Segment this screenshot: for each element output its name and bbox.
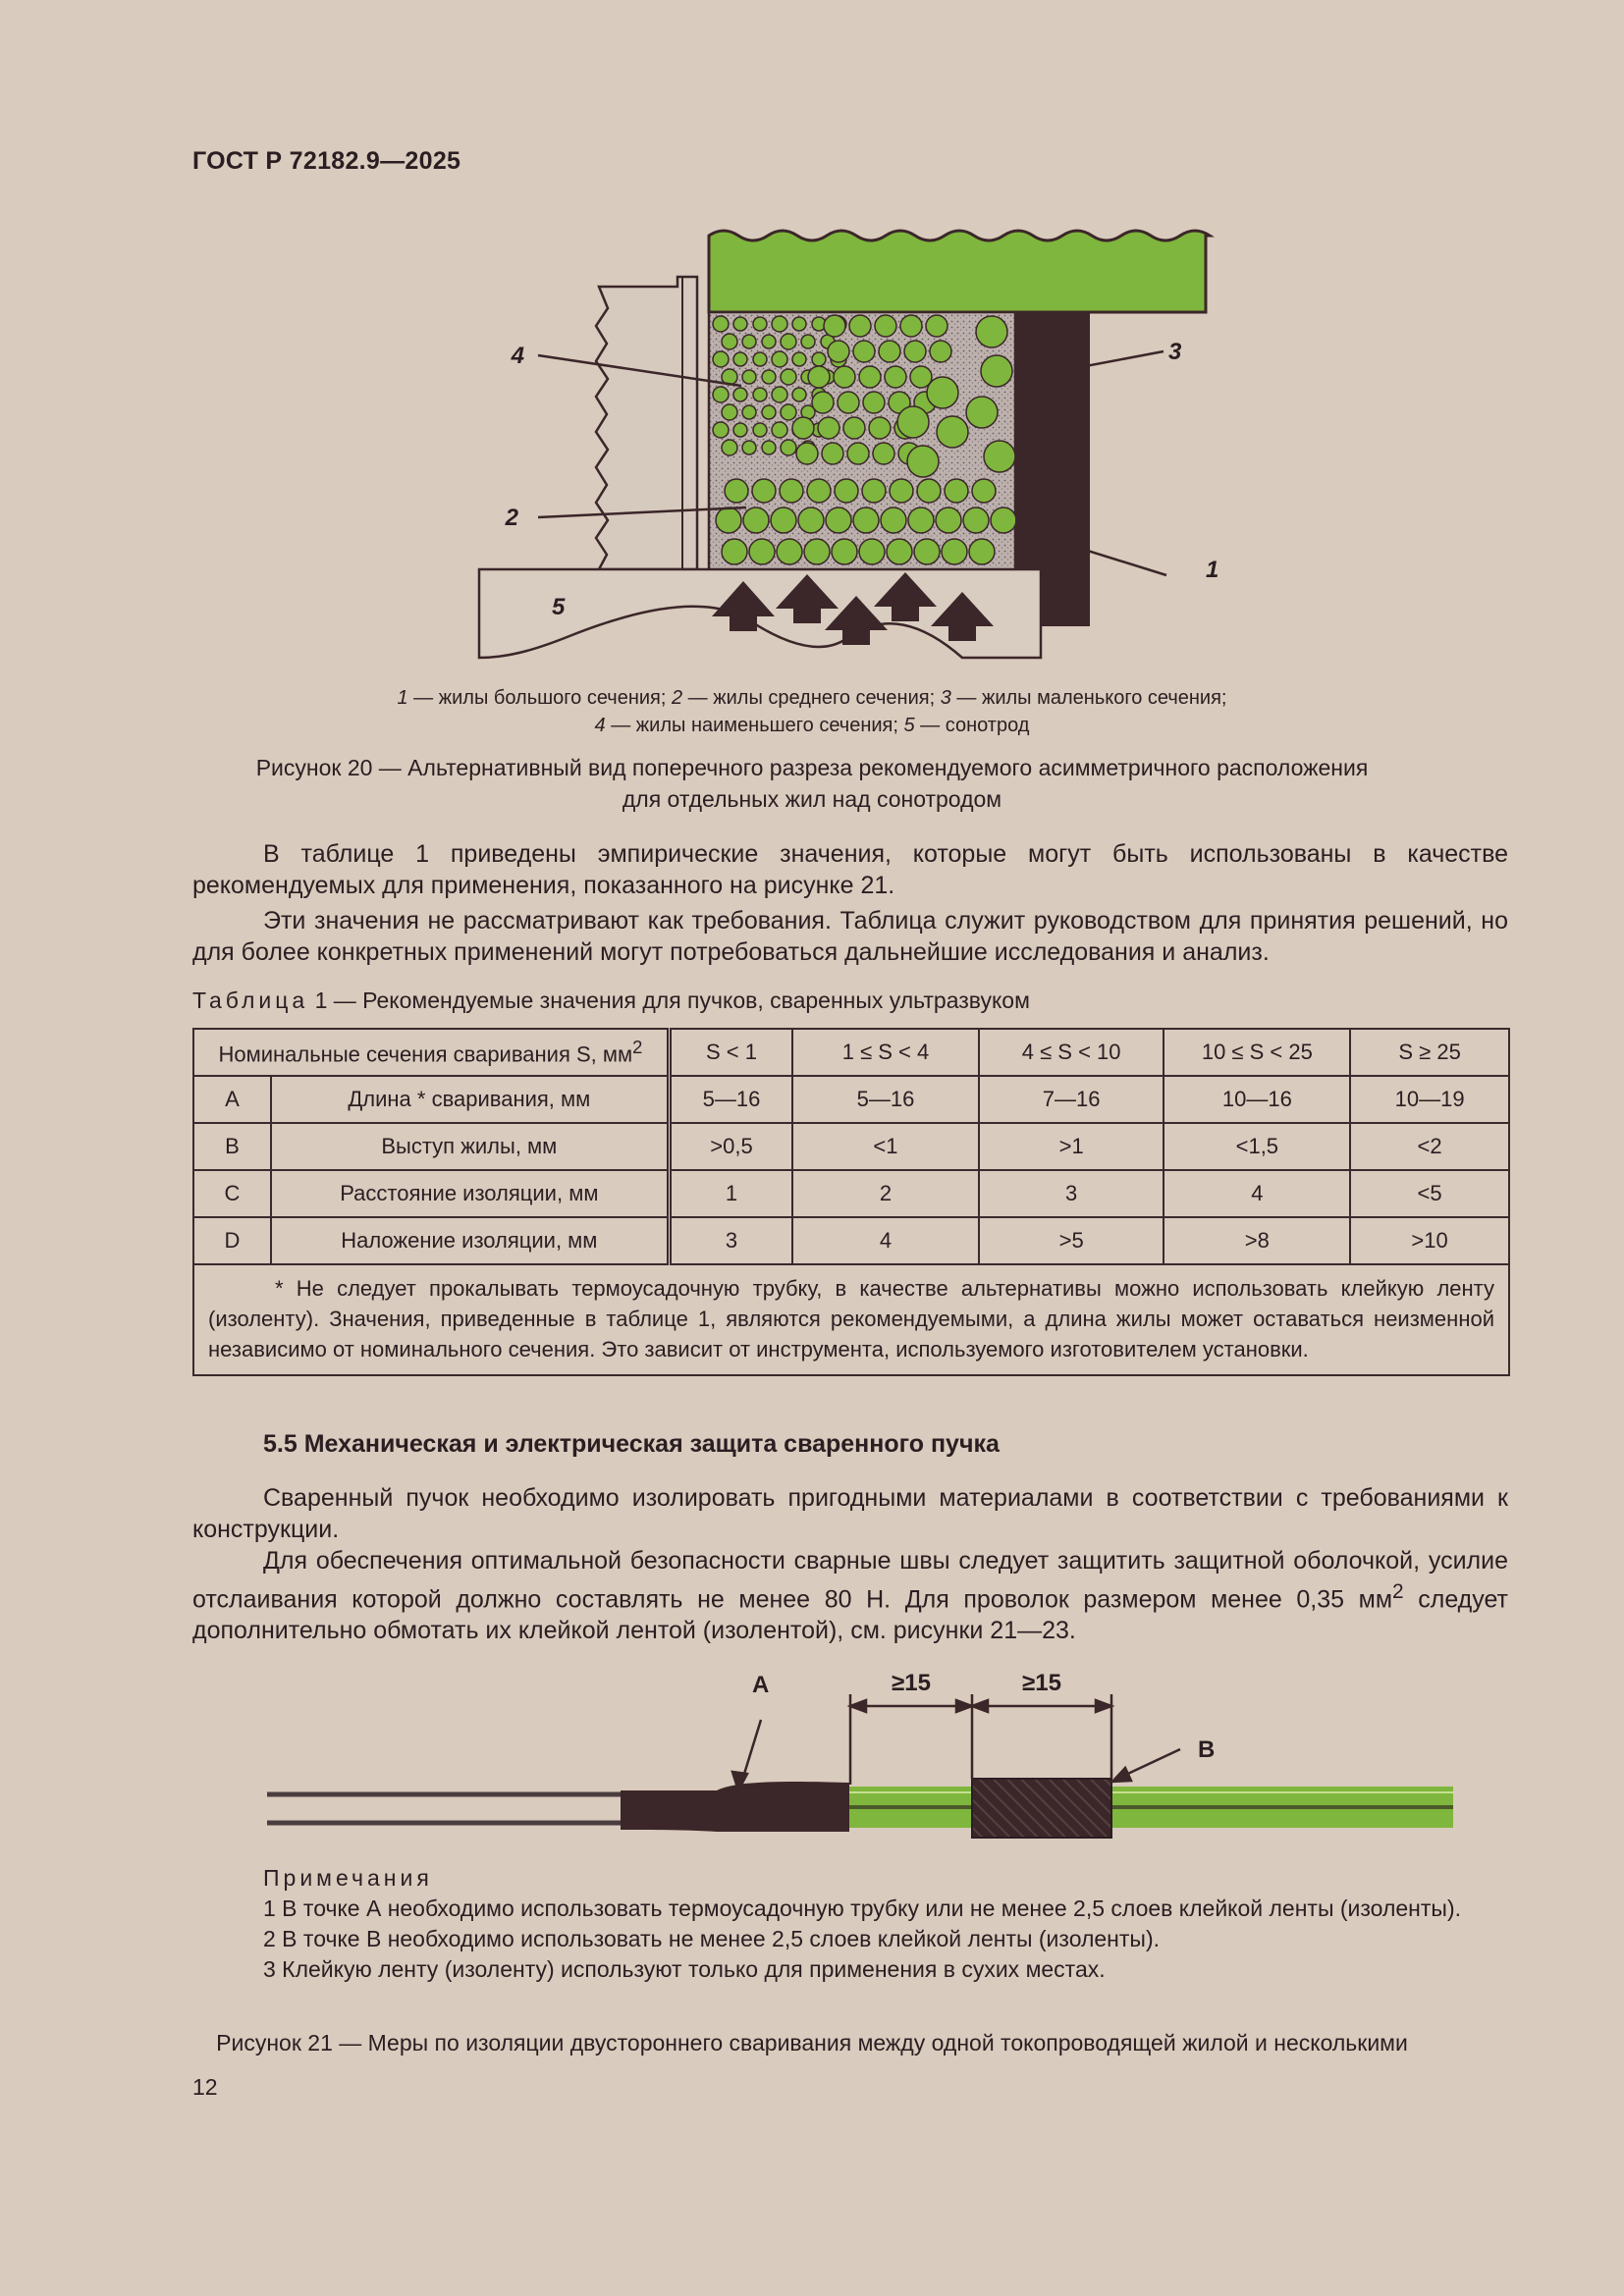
wire-medium — [722, 539, 747, 564]
wire-medium — [890, 479, 913, 503]
wire-medium — [991, 507, 1016, 533]
wire-medium — [771, 507, 796, 533]
figure-21-caption: Рисунок 21 — Меры по изоляции двустороннего сваривания между одной токопроводящей жилой и несколькими — [216, 2030, 1408, 2056]
wire-large — [937, 416, 968, 448]
wire-small — [859, 366, 881, 388]
figure-21-notes — [192, 1863, 1508, 1985]
wire-smallest — [792, 352, 806, 366]
table-cell: 3 — [669, 1217, 792, 1264]
wire-medium — [725, 479, 748, 503]
wire-smallest — [733, 388, 747, 401]
wire-small — [838, 392, 859, 413]
wire-smallest — [753, 423, 767, 437]
table-cell: <5 — [1350, 1170, 1509, 1217]
table-cell: >5 — [979, 1217, 1164, 1264]
wire-medium — [780, 479, 803, 503]
wire-smallest — [781, 404, 796, 420]
wire-small — [847, 443, 869, 464]
label-a: A — [752, 1672, 770, 1698]
wire-smallest — [713, 422, 729, 438]
wire-medium — [743, 507, 769, 533]
wire-smallest — [762, 370, 776, 384]
legend-num: 1 — [397, 687, 408, 709]
paragraph-table-intro: В таблице 1 приведены эмпирические значения, которые могут быть использованы в качестве рекомендуемых для применения, показанного на рисунке 21. — [192, 840, 1508, 899]
legend-num: 2 — [671, 687, 683, 709]
wire-medium — [835, 479, 858, 503]
wire-medium — [716, 507, 741, 533]
table-cell: 3 — [979, 1170, 1164, 1217]
wire-small — [843, 417, 865, 439]
note-item: 1 В точке А необходимо использовать термоусадочную трубку или не менее 2,5 слоев клейкой ленты (изоленты). — [263, 1896, 1461, 1921]
document-header: ГОСТ Р 72182.9—2025 — [192, 147, 461, 175]
wire-smallest — [792, 317, 806, 331]
legend-num: 3 — [940, 687, 951, 709]
wire-smallest — [742, 441, 756, 454]
arrowhead-icon — [1096, 1700, 1111, 1712]
wire-smallest — [762, 405, 776, 419]
wire-small — [900, 315, 922, 337]
wire-small — [792, 417, 814, 439]
wire-small — [796, 443, 818, 464]
wire-smallest — [753, 317, 767, 331]
table-cell: <1,5 — [1164, 1123, 1350, 1170]
table-cell: >8 — [1164, 1217, 1350, 1264]
wire-smallest — [733, 423, 747, 437]
dimension-1: ≥15 — [892, 1670, 931, 1696]
wire-smallest — [722, 440, 737, 455]
wire-smallest — [792, 388, 806, 401]
wire-small — [828, 341, 849, 362]
table-header-cell: S < 1 — [669, 1029, 792, 1076]
table-footnote: * Не следует прокалывать термоусадочную трубку, в качестве альтернативы можно использовать клейкую ленту (изоленту). Значения, приведенные в таблице 1, являются рекомендуемыми, а длина жилы может оставаться неизменной независимо от номинального сечения. Это зависит от инструмента, используемого изготовителем установки. — [193, 1264, 1509, 1375]
row-code: A — [193, 1076, 271, 1123]
wire-medium — [887, 539, 912, 564]
row-name: Расстояние изоляции, мм — [271, 1170, 669, 1217]
wire-smallest — [772, 387, 787, 402]
dimension-2: ≥15 — [1022, 1670, 1061, 1696]
figure-21-diagram — [255, 1659, 1453, 1855]
callout-2: 2 — [505, 505, 518, 531]
wire-smallest — [722, 334, 737, 349]
table-header-cell: 1 ≤ S < 4 — [792, 1029, 979, 1076]
paragraph-table-guidance: Эти значения не рассматривают как требования. Таблица служит руководством для принятия решений, но для более конкретных применений могут потребоваться дальнейшие исследования и анализ. — [192, 907, 1508, 966]
wire-smallest — [781, 369, 796, 385]
wire-large — [981, 355, 1012, 387]
wire-medium — [942, 539, 967, 564]
table-cell: 10—16 — [1164, 1076, 1350, 1123]
callout-3: 3 — [1168, 339, 1182, 365]
section-paragraph-2: Для обеспечения оптимальной безопасности сварные швы следует защитить защитной оболочкой, усилие отслаивания которой должно составлять не менее 80 Н. Для проволок размером менее 0,35 $мм^2$ следует дополнительно обмотать их клейкой лентой (изолентой), см. рисунки 21—23. — [192, 1547, 1509, 1645]
table-cell: 4 — [792, 1217, 979, 1264]
wire-small — [853, 341, 875, 362]
wire-medium — [914, 539, 940, 564]
wire-small — [812, 392, 834, 413]
figure-20-caption — [0, 752, 1624, 815]
legend-text: — жилы большого сечения; — [407, 687, 672, 709]
wire-medium — [908, 507, 934, 533]
wire-small — [885, 366, 906, 388]
wire-medium — [859, 539, 885, 564]
caption-line: для отдельных жил над сонотродом — [622, 786, 1002, 812]
legend-text: — жилы наименьшего сечения; — [605, 715, 904, 736]
label-b: B — [1198, 1736, 1216, 1763]
wire-medium — [972, 479, 996, 503]
arrowhead-icon — [972, 1700, 988, 1712]
note-item: 3 Клейкую ленту (изоленту) используют только для применения в сухих местах. — [263, 1956, 1106, 1982]
row-code: D — [193, 1217, 271, 1264]
wire-small — [930, 341, 951, 362]
legend-text: — жилы среднего сечения; — [682, 687, 941, 709]
arrowhead-icon — [1112, 1768, 1131, 1782]
table-row — [193, 1076, 1509, 1123]
table-title-text: 1 — Рекомендуемые значения для пучков, сваренных ультразвуком — [308, 988, 1030, 1013]
callout-5: 5 — [552, 594, 566, 620]
table-cell: <2 — [1350, 1123, 1509, 1170]
wire-smallest — [781, 334, 796, 349]
callout-4: 4 — [511, 343, 524, 369]
table-cell: 5—16 — [792, 1076, 979, 1123]
wire-smallest — [753, 352, 767, 366]
wire-smallest — [733, 352, 747, 366]
wire-small — [824, 315, 845, 337]
heat-shrink-tube — [621, 1782, 849, 1832]
table-title-prefix: Таблица — [192, 988, 309, 1013]
wire-medium — [804, 539, 830, 564]
anvil-top — [709, 231, 1210, 312]
wire-smallest — [801, 335, 815, 348]
table-cell: 7—16 — [979, 1076, 1164, 1123]
wire-smallest — [772, 316, 787, 332]
wire-large — [897, 406, 929, 438]
wire-smallest — [722, 404, 737, 420]
wire-smallest — [733, 317, 747, 331]
table-row — [193, 1217, 1509, 1264]
wire-smallest — [772, 422, 787, 438]
tape-wrap — [972, 1779, 1111, 1838]
wire-medium — [945, 479, 968, 503]
table-cell: 2 — [792, 1170, 979, 1217]
wire-small — [879, 341, 900, 362]
row-name: Длина * сваривания, мм — [271, 1076, 669, 1123]
section-paragraph-1: Сваренный пучок необходимо изолировать пригодными материалами в соответствии с требованиями к конструкции. — [192, 1484, 1508, 1543]
wire-smallest — [812, 352, 826, 366]
arrowhead-icon — [850, 1700, 866, 1712]
wire-medium — [936, 507, 961, 533]
wire-smallest — [742, 405, 756, 419]
wire-small — [808, 366, 830, 388]
table-cell: 1 — [669, 1170, 792, 1217]
note-item: 2 В точке В необходимо использовать не менее 2,5 слоев клейкой ленты (изоленты). — [263, 1926, 1161, 1951]
wire-smallest — [742, 335, 756, 348]
table-1 — [192, 1028, 1510, 1376]
wire-medium — [969, 539, 995, 564]
row-code: B — [193, 1123, 271, 1170]
wire-large — [927, 377, 958, 408]
table-row — [193, 1123, 1509, 1170]
table-footnote-row — [193, 1264, 1509, 1375]
table-cell: >0,5 — [669, 1123, 792, 1170]
wire-medium — [862, 479, 886, 503]
wire-large — [907, 446, 939, 477]
notes-title: Примечания — [263, 1865, 433, 1891]
wire-medium — [826, 507, 851, 533]
section-heading: 5.5 Механическая и электрическая защита сваренного пучка — [263, 1430, 1000, 1458]
wire-smallest — [753, 388, 767, 401]
wire-smallest — [742, 370, 756, 384]
row-name: Выступ жилы, мм — [271, 1123, 669, 1170]
wire-smallest — [713, 316, 729, 332]
wire-medium — [917, 479, 941, 503]
table-row — [193, 1170, 1509, 1217]
figure-20-cross-section — [461, 226, 1247, 667]
callout-1: 1 — [1206, 557, 1219, 583]
wire-small — [863, 392, 885, 413]
wire-medium — [881, 507, 906, 533]
legend-text: — жилы маленького сечения; — [950, 687, 1227, 709]
wire-smallest — [762, 441, 776, 454]
table-cell: >10 — [1350, 1217, 1509, 1264]
table-header-row — [193, 1029, 1509, 1076]
table-header-cell: 10 ≤ S < 25 — [1164, 1029, 1350, 1076]
wire-small — [926, 315, 947, 337]
table-cell: 10—19 — [1350, 1076, 1509, 1123]
wire-medium — [752, 479, 776, 503]
page-number: 12 — [192, 2074, 218, 2100]
wire-medium — [798, 507, 824, 533]
wire-smallest — [772, 351, 787, 367]
figure-20-legend — [0, 684, 1624, 739]
table-header-cell: Номинальные сечения сваривания S, $мм^2$ — [193, 1029, 669, 1076]
table-cell: 4 — [1164, 1170, 1350, 1217]
row-code: C — [193, 1170, 271, 1217]
wire-smallest — [713, 351, 729, 367]
legend-num: 4 — [594, 715, 606, 736]
caption-line: Рисунок 20 — Альтернативный вид поперечного разреза рекомендуемого асимметричного расположения — [255, 755, 1369, 780]
wire-small — [873, 443, 894, 464]
wire-medium — [777, 539, 802, 564]
wire-large — [976, 316, 1007, 347]
wire-medium — [749, 539, 775, 564]
legend-num: 5 — [903, 715, 915, 736]
wire-large — [984, 441, 1015, 472]
row-name: Наложение изоляции, мм — [271, 1217, 669, 1264]
wire-small — [849, 315, 871, 337]
wire-small — [834, 366, 855, 388]
wire-small — [822, 443, 843, 464]
wire-medium — [963, 507, 989, 533]
wire-smallest — [713, 387, 729, 402]
table-cell: <1 — [792, 1123, 979, 1170]
wire-small — [875, 315, 896, 337]
wire-small — [904, 341, 926, 362]
table-cell: 5—16 — [669, 1076, 792, 1123]
wire-smallest — [781, 440, 796, 455]
wire-medium — [853, 507, 879, 533]
wire-medium — [832, 539, 857, 564]
table-header-cell: S ≥ 25 — [1350, 1029, 1509, 1076]
table-header-cell: 4 ≤ S < 10 — [979, 1029, 1164, 1076]
table-1-title — [192, 988, 1030, 1014]
wire-medium — [807, 479, 831, 503]
wire-small — [869, 417, 891, 439]
table-cell: >1 — [979, 1123, 1164, 1170]
wire-smallest — [762, 335, 776, 348]
wire-large — [966, 397, 998, 428]
wire-small — [818, 417, 839, 439]
legend-text: — сонотрод — [914, 715, 1030, 736]
